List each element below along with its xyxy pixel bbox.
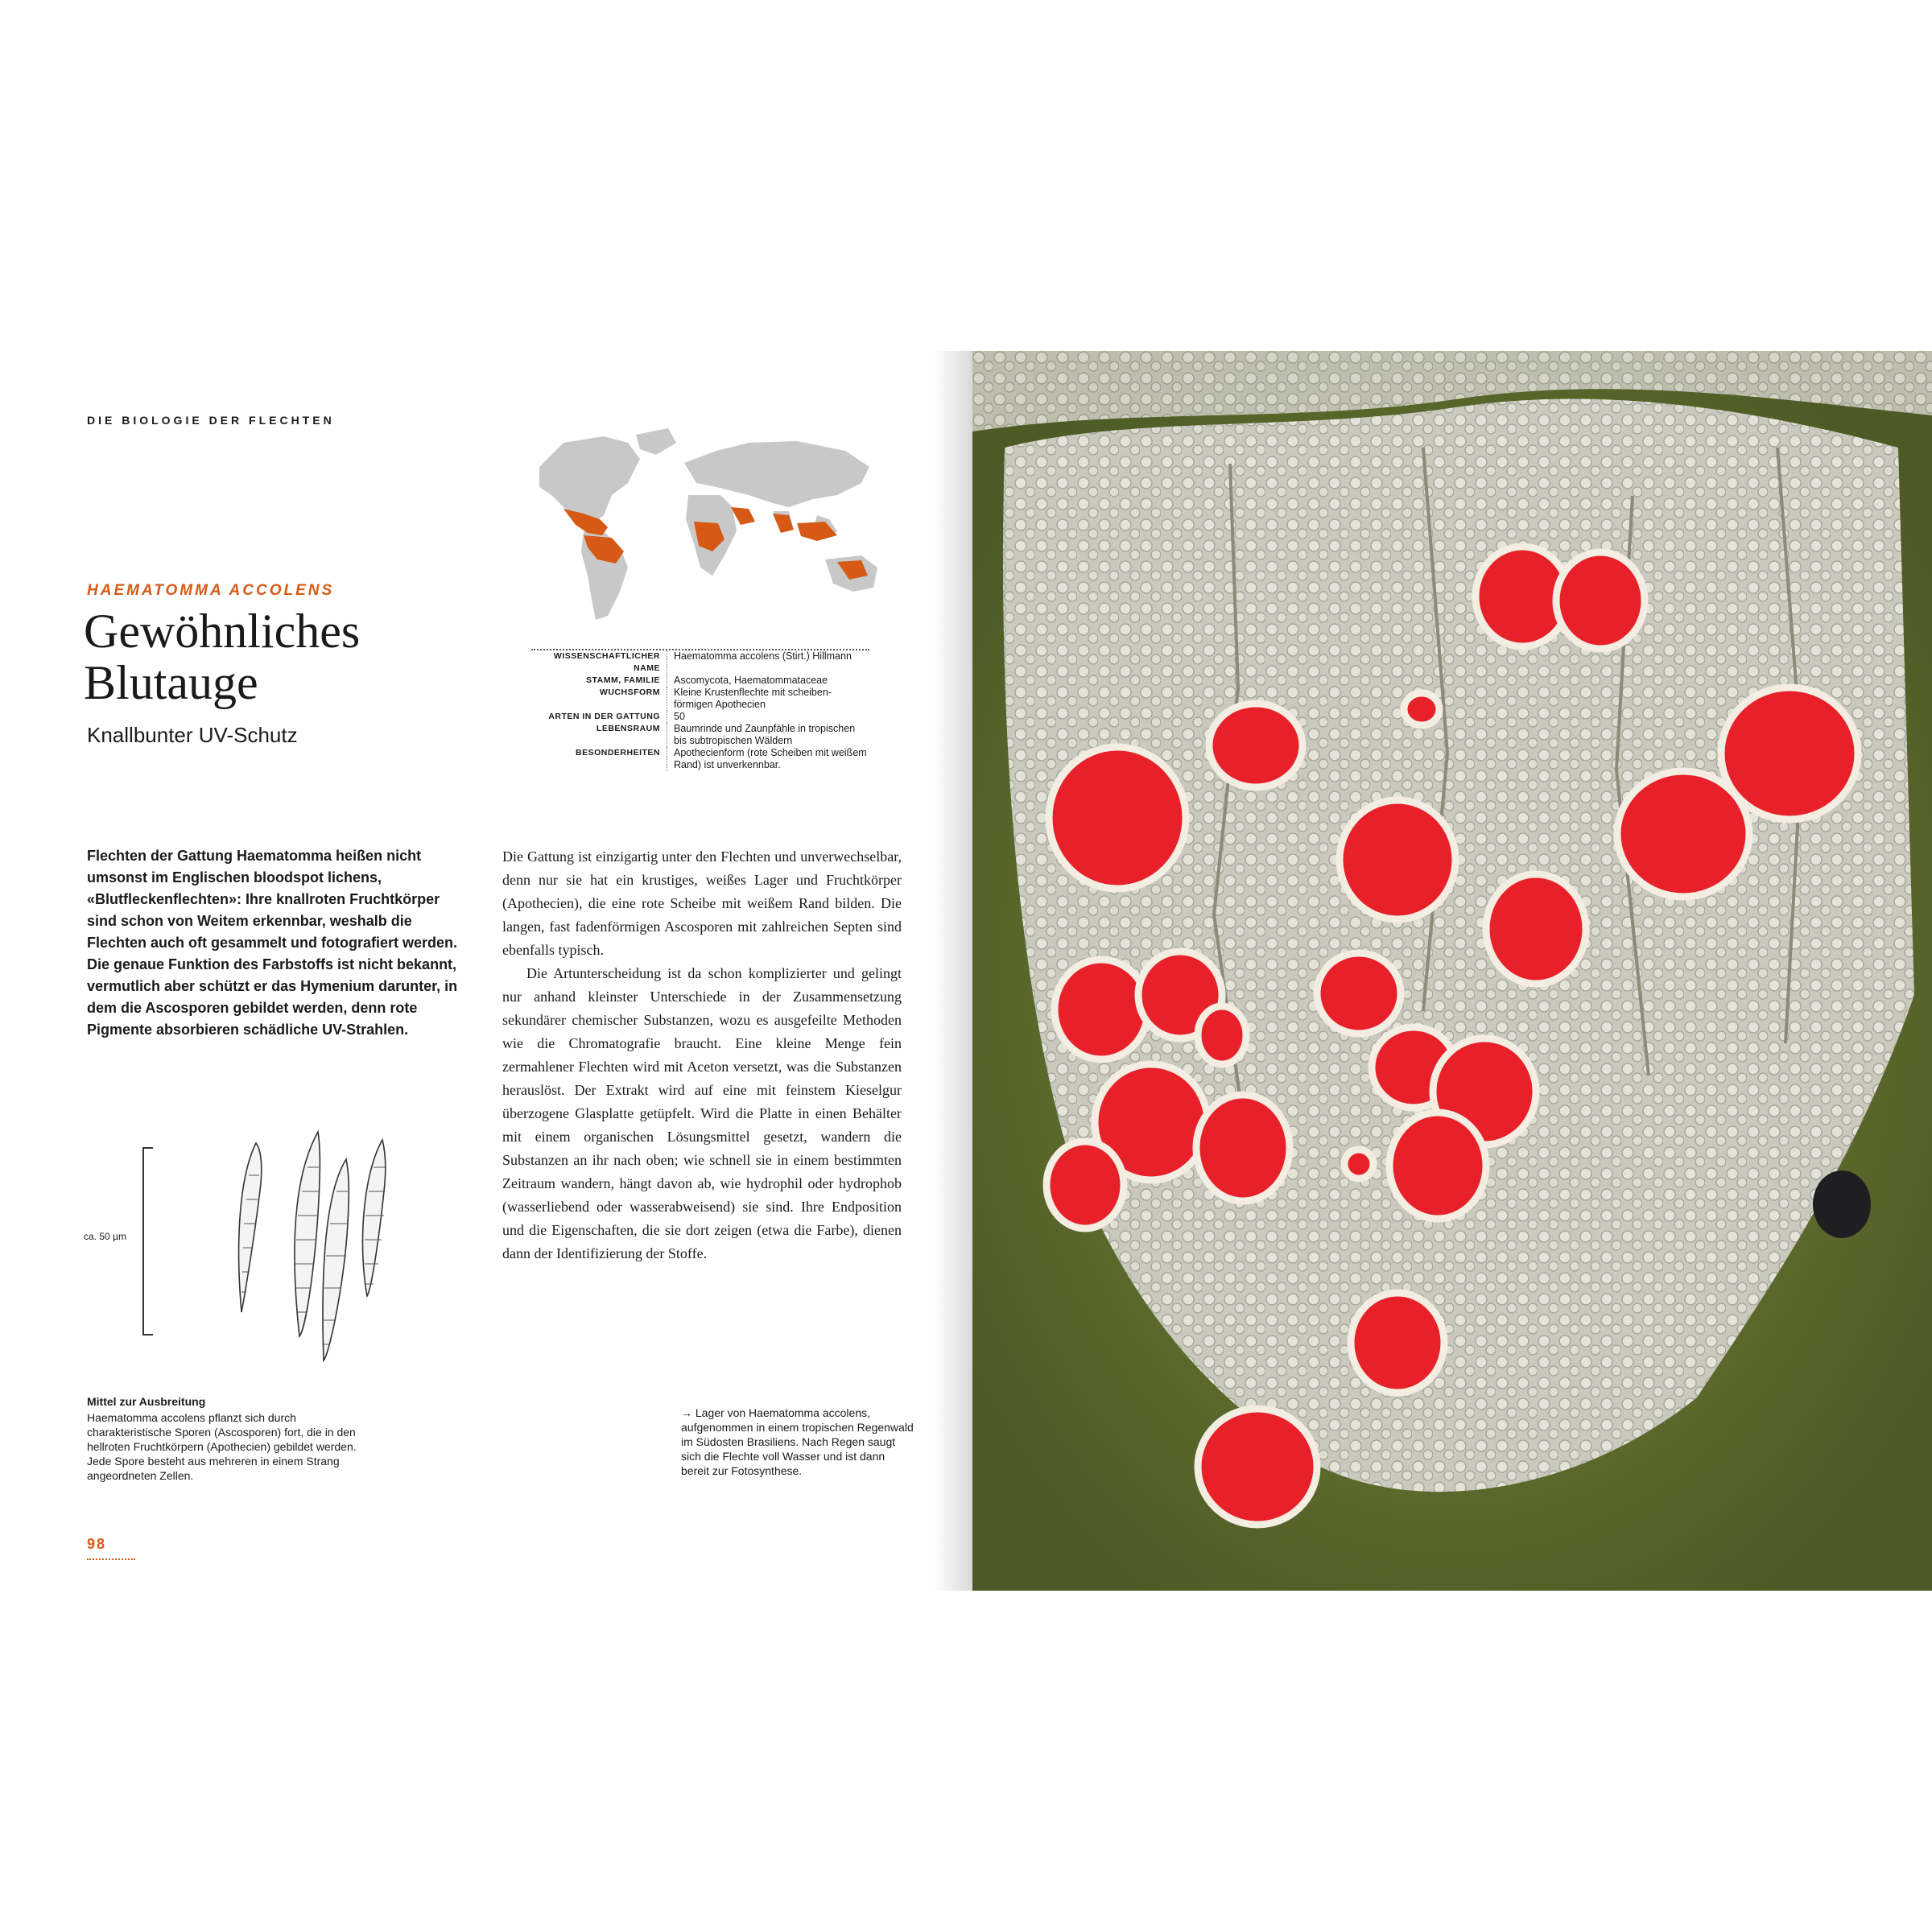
fact-row xyxy=(531,675,869,687)
lichen-photo xyxy=(972,351,1932,1591)
fact-value: Ascomycota, Haematommataceae xyxy=(674,675,828,686)
species-kicker: HAEMATOMMA ACCOLENS xyxy=(87,582,335,599)
fact-label: WUCHSFORM xyxy=(531,687,667,711)
fact-value: Apothecienform (rote Scheiben mit weißem Rand) ist unverkennbar. xyxy=(674,747,867,770)
title-line-1: Gewöhnliches xyxy=(84,605,361,658)
title-line-2: Blutauge xyxy=(84,656,258,709)
body-paragraph-1: Die Gattung ist einzigartig unter den Flechten und unverwechselbar, denn nur sie hat ein krustiges, weißes Lager und Fruchtkörper (Apothecien), die eine rote Scheibe mit weißem Rand bilden. Die langen, fast fadenförmigen Ascosporen mit zahlreichen Septen sind ebenfalls typisch. xyxy=(502,848,902,958)
fact-value: Kleine Krustenflechte mit scheiben-förmigen Apothecien xyxy=(674,687,832,710)
scale-bracket xyxy=(143,1148,193,1335)
spore-caption: Haematomma accolens pflanzt sich durch charakteristische Sporen (Ascosporen) fort, die in den hellroten Fruchtkörpern (Apothecien) gebildet werden. Jede Spore besteht aus mehreren in einem Strang angeordneten Zellen. xyxy=(87,1411,357,1482)
fact-row xyxy=(531,711,869,723)
fact-label: STAMM, FAMILIE xyxy=(531,675,667,687)
fact-label: LEBENSRAUM xyxy=(531,723,667,747)
body-paragraph-2: Die Artunterscheidung ist da schon komplizierter und gelingt nur anhand kleinster Unterschiede in der Zusammensetzung sekundärer chemischer Substanzen, wozu es ausgefeilte Methoden wie die Chromatografie braucht. Eine kleine Menge fein zermahlener Flechten wird mit Aceton versetzt, was die Substanzen herauslöst. Der Extrakt wird auf eine mit feinstem Kieselgur überzogene Glasplatte getüpfelt. Wird die Platte in einen Behälter mit einem organischen Lösungsmittel gesetzt, wandern die Substanzen an ihr nach oben; wie schnell sie in einem bestimmten Zeitraum wandern, hängt davon ab, wie hydrophil oder hydrophob (wasserliebend oder wasserabweisend) sie sind. Ihre Endposition und die Eigenschaften, die sie dort zeigen (etwa die Farbe), dienen dann der Identifizierung der Stoffe. xyxy=(502,965,902,1261)
left-page xyxy=(0,0,934,1932)
fact-label: WISSENSCHAFTLICHER NAME xyxy=(531,650,667,675)
fact-value: Baumrinde und Zaunpfähle in tropischen bis subtropischen Wäldern xyxy=(674,723,856,746)
fact-row xyxy=(531,687,869,711)
fact-row xyxy=(531,650,869,675)
page-number: 98 xyxy=(87,1536,107,1552)
fact-label: ARTEN IN DER GATTUNG xyxy=(531,711,667,723)
ascospores xyxy=(239,1132,386,1360)
distribution-map xyxy=(507,419,894,628)
fact-value: Haematomma accolens (Stirt.) Hillmann xyxy=(674,650,852,662)
spore-illustration xyxy=(129,1127,402,1393)
dark-nodule xyxy=(1813,1170,1871,1238)
spore-scale-label: ca. 50 µm xyxy=(84,1231,126,1242)
fact-value: 50 xyxy=(674,711,685,722)
fact-row xyxy=(531,747,869,771)
lead-paragraph: Flechten der Gattung Haematomma heißen nicht umsonst im Englischen bloodspot lichens, «Blutfleckenflechten»: Ihre knallroten Fruchtkörper sind schon von Weitem erkennbar, weshalb die Flechten auch oft gesammelt und fotografiert werden. Die genaue Funktion des Farbstoffs ist nicht bekannt, vermutlich aber schützt er das Hymenium darunter, in dem die Ascosporen gebildet werden, denn rote Pigmente absorbieren schädliche UV-Strahlen. xyxy=(87,848,458,1038)
fact-table xyxy=(531,649,869,771)
page-title xyxy=(84,605,422,708)
spore-caption-title: Mittel zur Ausbreitung xyxy=(87,1395,206,1408)
fact-row xyxy=(531,723,869,747)
photo-caption: → Lager von Haematomma accolens, aufgenommen in einem tropischen Regenwald im Südosten Brasiliens. Nach Regen saugt sich die Flechte voll Wasser und ist dann bereit zur Fotosynthese. xyxy=(681,1406,914,1477)
page-subtitle: Knallbunter UV-Schutz xyxy=(87,723,298,747)
running-head: DIE BIOLOGIE DER FLECHTEN xyxy=(87,414,335,427)
fact-label: BESONDERHEITEN xyxy=(531,747,667,771)
body-text xyxy=(502,845,902,1265)
gutter-shadow xyxy=(934,351,972,1591)
page-number-rule xyxy=(87,1558,135,1560)
